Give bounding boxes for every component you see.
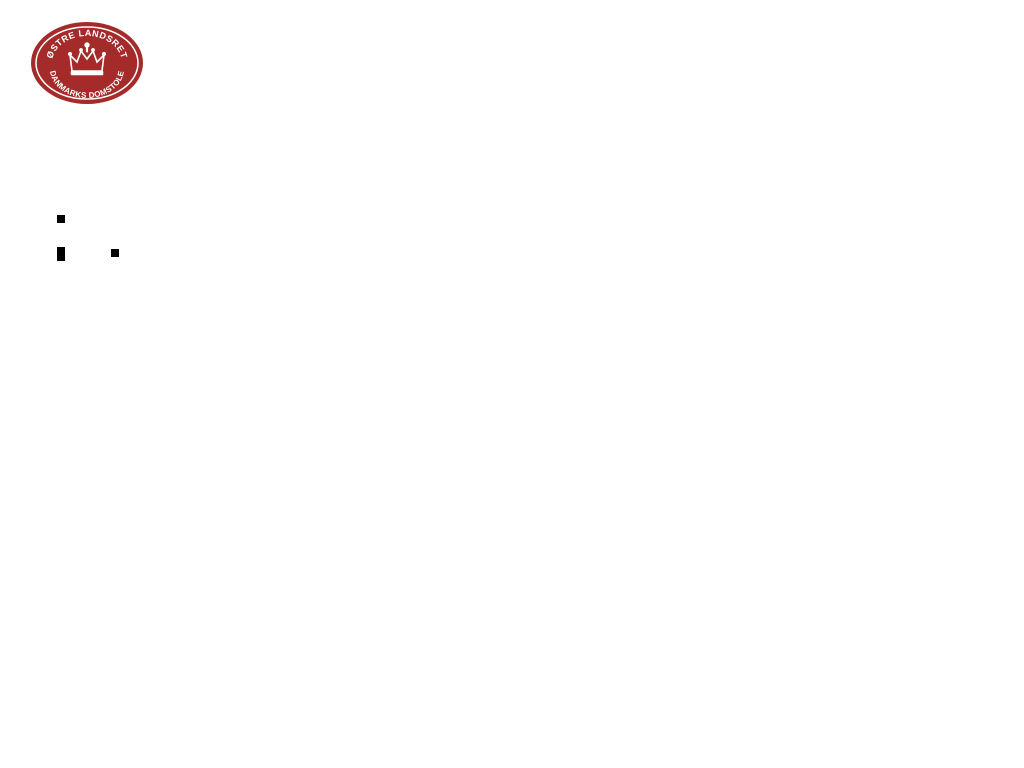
court-seal-icon — [30, 21, 144, 105]
square-bullet-icon — [57, 253, 65, 261]
svg-text:ØSTRE LANDSRET: ØSTRE LANDSRET — [44, 27, 130, 60]
svg-text:DANMARKS DOMSTOLE: DANMARKS DOMSTOLE — [47, 69, 126, 101]
bullet-list — [57, 204, 957, 242]
square-bullet-icon — [57, 215, 65, 223]
square-bullet-icon — [111, 249, 119, 257]
court-logo — [30, 21, 144, 105]
